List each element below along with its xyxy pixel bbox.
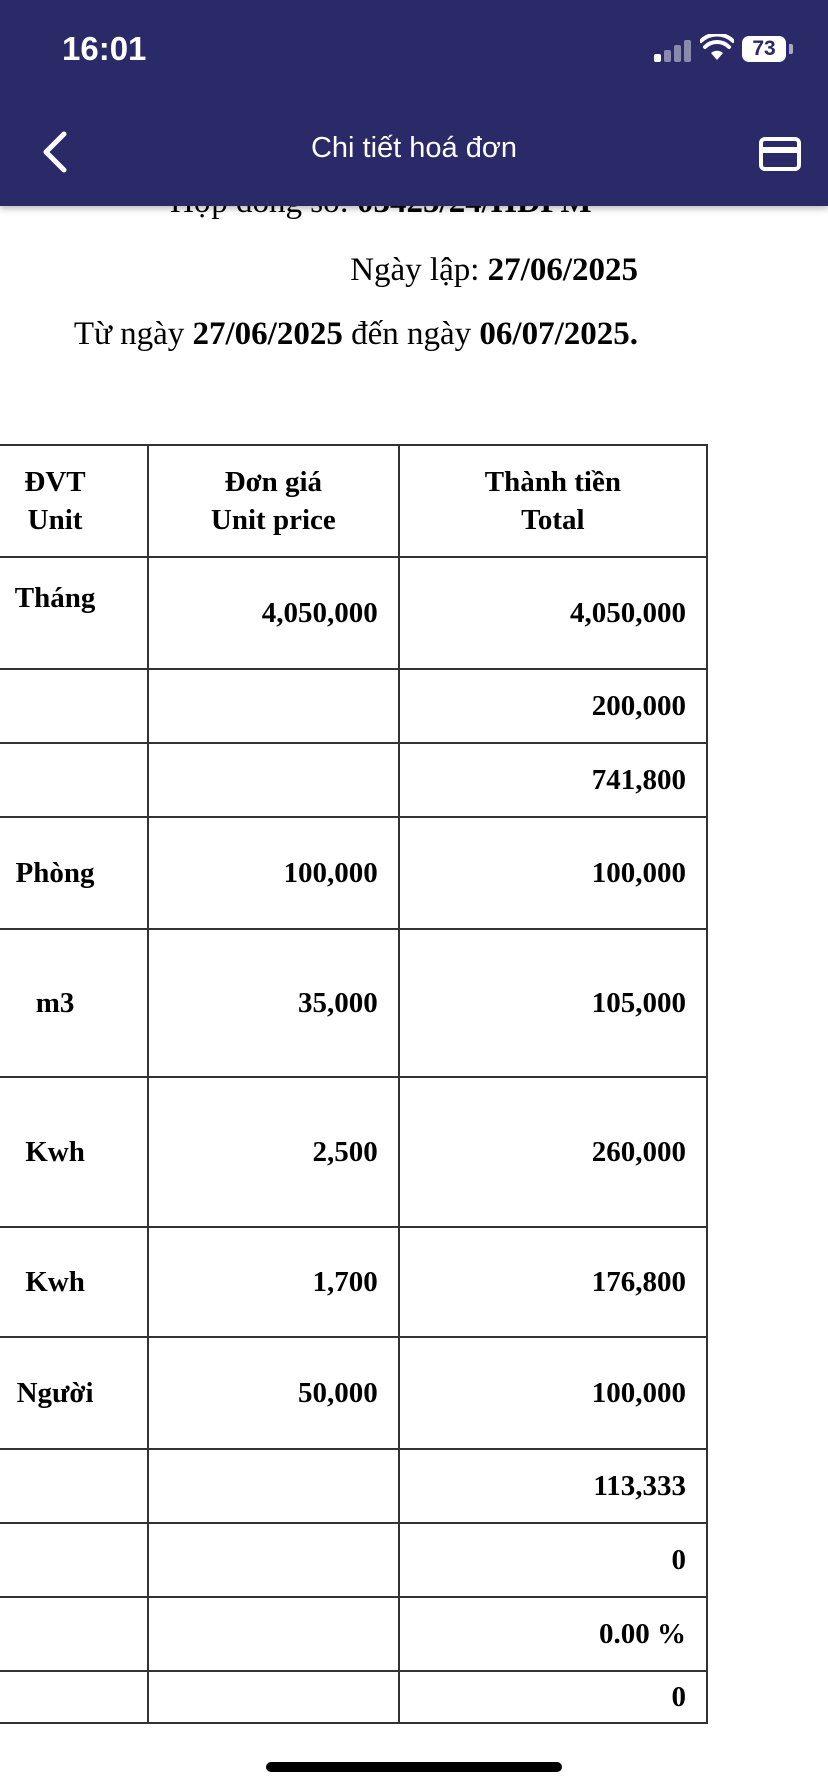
row-price: [148, 1597, 399, 1671]
date-line: [350, 252, 638, 289]
row-unit: Kwh: [0, 1227, 148, 1337]
table-row: [0, 1227, 707, 1337]
table-row: [0, 1523, 707, 1597]
table-row: [0, 1337, 707, 1449]
row-unit: Kwh: [0, 1077, 148, 1227]
invoice-table: [0, 444, 708, 1724]
period-from-label: Từ ngày: [73, 316, 185, 352]
row-price: 1,700: [148, 1227, 399, 1337]
row-total: 0: [399, 1671, 707, 1723]
row-unit: [0, 743, 148, 817]
row-unit: m3: [0, 929, 148, 1077]
row-unit: [0, 1671, 148, 1723]
period-to-date: 06/07/2025.: [479, 316, 638, 352]
row-total: 260,000: [399, 1077, 707, 1227]
row-unit: [0, 1597, 148, 1671]
row-price: [148, 1671, 399, 1723]
signal-icon: [654, 38, 692, 62]
app-header: [0, 0, 828, 206]
row-total: 100,000: [399, 1337, 707, 1449]
header-unit: ĐVT Unit: [0, 445, 148, 557]
date-label: Ngày lập:: [350, 252, 480, 288]
row-total: 4,050,000: [399, 557, 707, 669]
row-total: 113,333: [399, 1449, 707, 1523]
table-row: [0, 1449, 707, 1523]
row-unit: [0, 669, 148, 743]
row-total: 0: [399, 1523, 707, 1597]
row-unit: Phòng: [0, 817, 148, 929]
table-row: [0, 1077, 707, 1227]
row-total: 176,800: [399, 1227, 707, 1337]
row-price: [148, 1523, 399, 1597]
row-unit: Tháng: [0, 557, 148, 669]
home-indicator: [266, 1762, 562, 1772]
row-price: 2,500: [148, 1077, 399, 1227]
period-line: [74, 316, 638, 353]
table-header-row: [0, 445, 707, 557]
row-unit: [0, 1523, 148, 1597]
table-row: [0, 669, 707, 743]
battery-icon: 73: [742, 36, 786, 62]
period-to-label: đến ngày: [351, 316, 472, 352]
table-row: [0, 929, 707, 1077]
table-row: [0, 743, 707, 817]
table-row: [0, 557, 707, 669]
battery-tip: [789, 44, 793, 54]
row-price: 100,000: [148, 817, 399, 929]
row-total: 0.00 %: [399, 1597, 707, 1671]
row-total: 200,000: [399, 669, 707, 743]
table-row: [0, 817, 707, 929]
row-total: 105,000: [399, 929, 707, 1077]
row-price: 50,000: [148, 1337, 399, 1449]
wifi-icon: [700, 34, 734, 62]
table-row: [0, 1597, 707, 1671]
header-unit-price: Đơn giá Unit price: [148, 445, 399, 557]
status-time: 16:01: [62, 30, 147, 67]
date-value: 27/06/2025: [487, 252, 638, 288]
row-price: 4,050,000: [148, 557, 399, 669]
page-title: Chi tiết hoá đơn: [310, 132, 518, 164]
row-price: [148, 669, 399, 743]
card-icon[interactable]: [758, 136, 802, 172]
row-price: [148, 1449, 399, 1523]
row-price: 35,000: [148, 929, 399, 1077]
period-from-date: 27/06/2025: [192, 316, 343, 352]
row-price: [148, 743, 399, 817]
table-row: [0, 1671, 707, 1723]
row-unit: [0, 1449, 148, 1523]
header-total: Thành tiền Total: [399, 445, 707, 557]
row-unit: Người: [0, 1337, 148, 1449]
row-total: 100,000: [399, 817, 707, 929]
row-total: 741,800: [399, 743, 707, 817]
